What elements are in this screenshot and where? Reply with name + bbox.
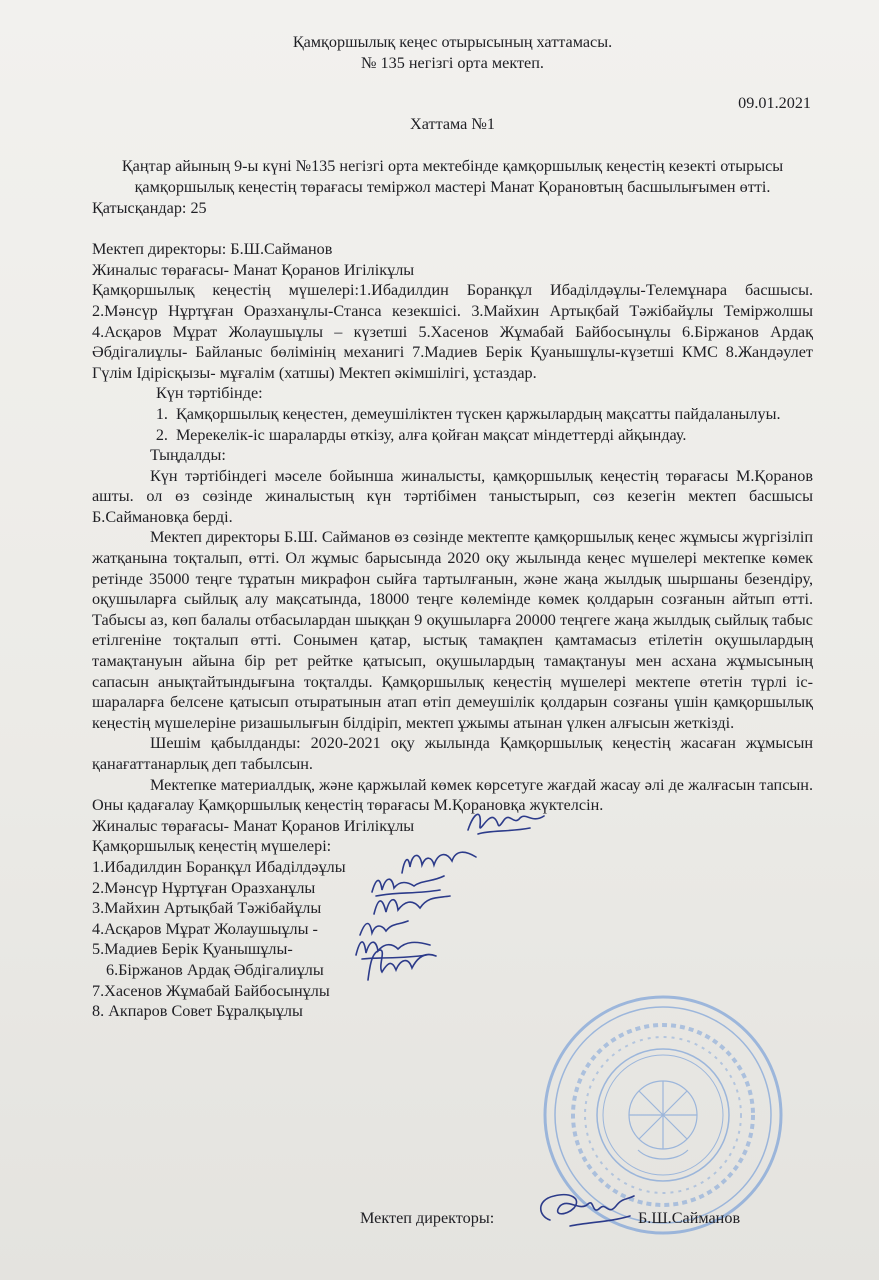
protocol-number: Хаттама №1 [410,114,495,133]
member-signature-row [92,960,813,981]
director-name: Б.Ш.Сайманов [638,1209,741,1227]
signature-icon [530,1186,640,1236]
decision-paragraph: Шешім қабылданды: 2020-2021 оқу жылында Қамқоршылық кеңестің жасаған жұмысын қанағаттанарлық деп табылсын. [92,734,813,773]
members-signatures-title: Қамқоршылық кеңестің мүшелері: [92,837,332,856]
director-line: Мектеп директоры: Б.Ш.Сайманов [92,240,333,259]
signature-icon [460,804,550,842]
member-signature-row [92,898,813,919]
member-name: 7.Хасенов Жұмабай Байбосынұлы [92,981,330,1000]
attendees-count: Қатысқандар: 25 [92,198,207,217]
intro-paragraph: Қаңтар айының 9-ы күні №135 негізгі орта мектебінде қамқоршылық кеңестің кезекті отырысы қамқоршылық кеңестің төрағасы теміржол мастері Манат Қорановтың басшылығымен өтті. [121,157,784,196]
member-name: 8. Акпаров Совет Бұралқыұлы [92,1002,303,1021]
agenda-title: Күн тәртібінде: [156,384,263,403]
header-school: № 135 негізгі орта мектеп. [361,53,544,72]
chairman-signature-line [92,816,813,837]
signature-icon [360,942,450,986]
agenda-list [92,404,813,445]
director-signature-line [360,1208,800,1232]
agenda-item: 1. Қамқоршылық кеңестен, демеушіліктен түскен қаржылардың мақсатты пайдаланылуы. [172,404,813,425]
agenda-item: 2. Мерекелік-іс шараларды өткізу, алға қойған мақсат міндеттерді айқындау. [172,425,813,446]
heard-paragraph-2: Мектеп директоры Б.Ш. Сайманов өз сөзінде мектепте қамқоршылық кеңес жұмысы жүргізіліп жатқанына тоқталып, өтті. Ол жұмыс барысында 2020 оқу жылында кеңес мүшелері мектепке көмек ретінде 35000 теңге тұратын микрафон сыйға тартылғанын, және жаңа жылдық шыршаны безендіру, оқушыларға сыйлық алу мақсатында, 18000 теңге көлемінде көмек қолдарын созғанын айтып өтті. Табысы аз, көп балалы отбасылардан шыққан 9 оқушыларға 20000 теңгеге жаңа жылдық сыйлық табыс етілгеніне тоқталып өтті. Сонымен қатар, ыстық тамақпен қамтамасыз етілетін оқушылардың тамақтануын айына бір рет рейтке қатысып, оқушылардың тамақтануы мен асхана жұмысының сапасын анықтайтындығына тоқталды. Қамқоршылық кеңестің мүшелері мектепе өтетін түрлі іс-шараларға белсене қатысып отыратынын атап өтіп демеушілік қолдарын созғаны үшін қамқоршылық кеңестің мүшелеріне ризашылығын білдіріп, мектеп ұжымы атынан үлкен алғысын жеткізді. [92,528,813,732]
member-name: 3.Майхин Артықбай Тәжібайұлы [92,899,322,918]
heard-title: Тыңдалды: [150,446,226,465]
member-name: 5.Мадиев Берік Қуанышұлы- [92,940,293,959]
member-name: 2.Мәнсүр Нұртұған Оразханұлы [92,878,316,897]
chairman-signature-label: Жиналыс төрағасы- Манат Қоранов Игілікұлы [92,816,415,835]
member-name: 6.Біржанов Ардақ Әбдігалиұлы [106,960,324,979]
document-date: 09.01.2021 [738,94,811,113]
members-paragraph: Қамқоршылық кеңестің мүшелері:1.Ибадилдин Боранқұл Ибаділдәұлы-Телемұнара басшысы. 2.Мәнсүр Нұртұған Оразханұлы-Станса кезекшісі. 3.Майхин Артықбай Тәжібайұлы Теміржолшы 4.Асқаров Мұрат Жолаушыұлы – күзетші 5.Хасенов Жұмабай Байбосынұлы 6.Біржанов Ардақ Әбдігалиұлы- Байланыс бөлімінің механигі 7.Мадиев Берік Қуанышұлы-күзетші КМС 8.Жандәулет Гүлім Ідірісқызы- мұғалім (хатшы) Мектеп әкімшілігі, ұстаздар. [92,281,813,382]
director-label: Мектеп директоры: [360,1209,495,1227]
heard-paragraph-1: Күн тәртібіндегі мәселе бойынша жиналысты, қамқоршылық кеңестің төрағасы М.Қоранов ашты. ол өз сөзінде жиналыстың күн тәртібімен таныстырып, сөз кезегін мектеп басшысы Б.Сайманoвқа берді. [92,466,813,526]
support-paragraph: Мектепке материалдық, және қаржылай көмек көрсетуге жағдай жасау әлі де жалғасын тапсын. Оны қадағалау Қамқоршылық кеңестің төрағасы М.Қорановқа жүктелсін. [92,775,813,815]
member-signature-row [92,919,813,940]
header-title: Қамқоршылық кеңес отырысының хаттамасы. [292,33,613,51]
member-name: 1.Ибадилдин Боранқұл Ибаділдәұлы [92,857,346,876]
chairman-line: Жиналыс төрағасы- Манат Қоранов Игілікұлы [92,260,415,279]
member-name: 4.Асқаров Мұрат Жолаушыұлы - [92,919,318,938]
member-signature-row [92,939,813,960]
